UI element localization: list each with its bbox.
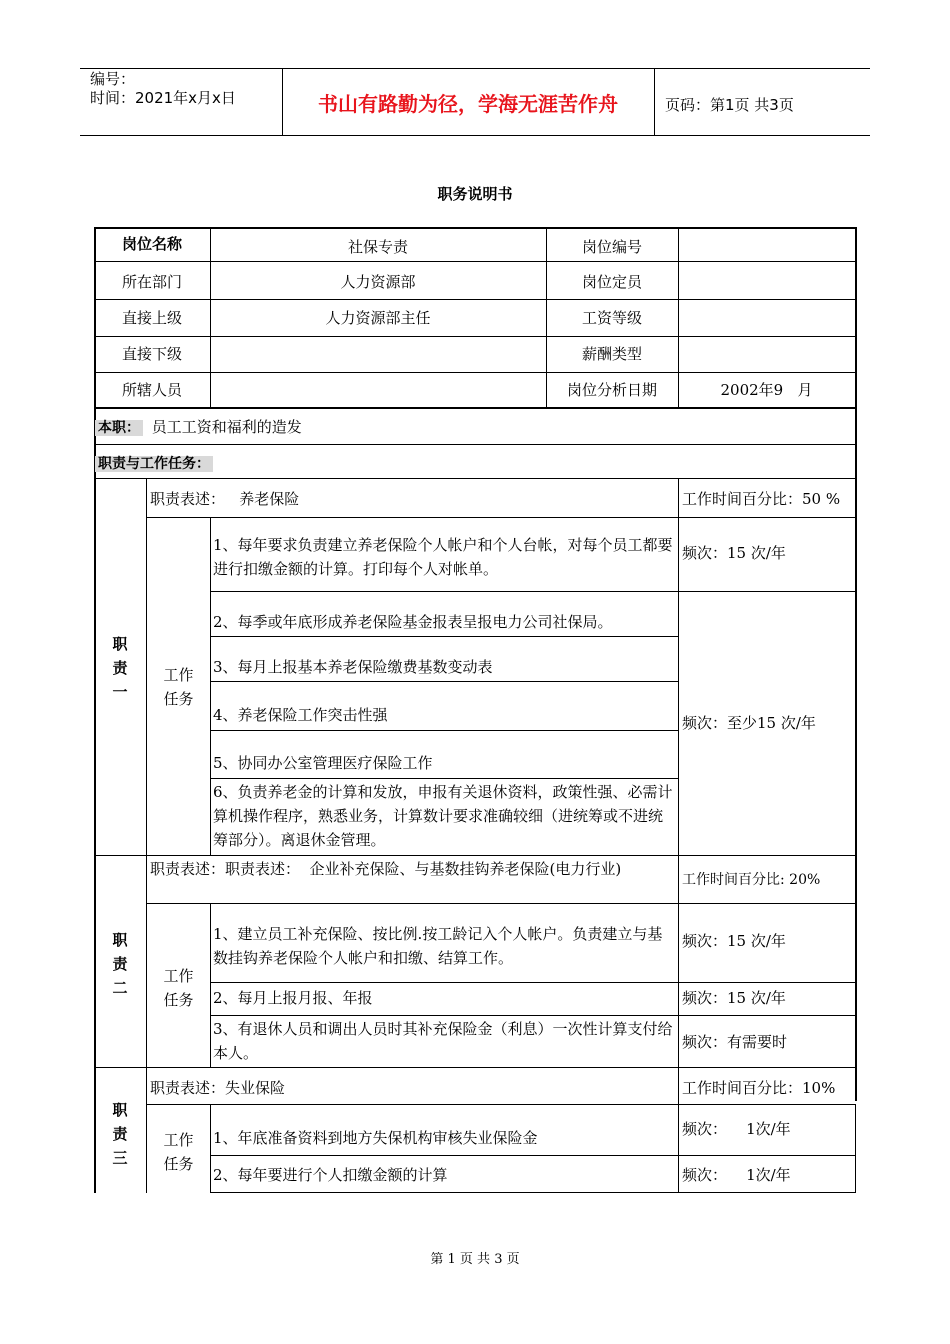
- table-rule: [94, 478, 856, 479]
- duty3-task-2: 2、每年要进行个人扣缴金额的计算: [213, 1166, 448, 1184]
- duties-section-row: [95, 451, 213, 476]
- page-footer: 第 1 页 共 3 页: [430, 1252, 520, 1267]
- subordinate-label: 直接下级: [121, 345, 182, 363]
- duty2-frequency-3: 频次：有需要时: [682, 1033, 788, 1051]
- duty1-frequency-2: 频次：至少15 次/年: [682, 714, 816, 732]
- post-name-label: 岗位名称: [121, 235, 182, 253]
- table-rule: [94, 336, 856, 337]
- grade-label: 工资等级: [581, 309, 642, 327]
- duty3-task-1: 1、年底准备资料到地方失保机构审核失业保险金: [213, 1129, 538, 1147]
- table-rule: [210, 1104, 211, 1193]
- core-duty-value: 员工工资和福利的造发: [151, 418, 302, 436]
- table-rule: [146, 1104, 856, 1105]
- core-duty-label: 本职：: [95, 420, 143, 436]
- table-rule: [210, 517, 211, 855]
- table-rule: [211, 1192, 856, 1193]
- table-rule: [211, 778, 678, 779]
- dept-label: 所在部门: [121, 273, 182, 291]
- table-rule: [94, 261, 856, 262]
- staffing-label: 岗位定员: [581, 273, 642, 291]
- superior-label: 直接上级: [121, 309, 182, 327]
- duty1-task-label: 工作 任务: [163, 666, 194, 708]
- duty1-label: 职 责 一: [112, 635, 128, 701]
- table-rule: [94, 227, 96, 1193]
- header-top-rule: [80, 68, 870, 69]
- table-rule: [210, 903, 211, 1067]
- table-rule: [94, 444, 856, 445]
- table-rule: [855, 227, 857, 1101]
- table-rule: [678, 855, 679, 1067]
- pay-type-label: 薪酬类型: [581, 345, 642, 363]
- table-rule: [146, 903, 856, 904]
- table-rule: [211, 1155, 856, 1156]
- analysis-date-value: 2002年9 月: [720, 381, 813, 399]
- document-number: 编号：: [90, 70, 136, 88]
- duty2-frequency-2: 频次：15 次/年: [682, 989, 786, 1007]
- duties-section-label: 职责与工作任务：: [95, 456, 213, 472]
- table-rule: [146, 517, 856, 518]
- duty2-task-2: 2、每月上报月报、年报: [213, 989, 373, 1007]
- analysis-date-label: 岗位分析日期: [566, 381, 657, 399]
- duty1-task-2: 2、每季或年底形成养老保险基金报表呈报电力公司社保局。: [213, 613, 613, 631]
- duty1-description: 职责表述： 养老保险: [150, 490, 300, 508]
- table-rule: [211, 982, 856, 983]
- post-name-value: 社保专责: [347, 238, 408, 256]
- table-rule: [94, 227, 856, 229]
- duty2-label: 职 责 二: [112, 931, 128, 997]
- header-motto: 书山有路勤为径，学海无涯苦作舟: [318, 92, 618, 116]
- duty3-time-percent: 工作时间百分比：10%: [682, 1079, 836, 1097]
- table-rule: [94, 407, 856, 409]
- duty1-task-3: 3、每月上报基本养老保险缴费基数变动表: [213, 658, 493, 676]
- duty1-task-6: 6、负责养老金的计算和发放，申报有关退休资料，政策性强、必需计算机操作程序，熟悉业务，计算数计要求准确较细（进统筹或不进统筹部分）。离退休金管理。: [213, 783, 673, 849]
- table-rule: [146, 478, 147, 1193]
- core-duty-row: [95, 415, 302, 440]
- duty3-frequency-2: 频次： 1次/年: [682, 1166, 791, 1184]
- table-rule: [211, 730, 678, 731]
- table-rule: [211, 636, 678, 637]
- header-bottom-rule: [80, 135, 870, 136]
- duty3-task-label: 工作 任务: [163, 1131, 194, 1173]
- document-date: 时间：2021年x月x日: [90, 89, 236, 107]
- header-divider: [654, 68, 655, 135]
- duty2-frequency-1: 频次：15 次/年: [682, 932, 786, 950]
- staff-label: 所辖人员: [121, 381, 182, 399]
- duty3-label: 职 责 三: [112, 1101, 128, 1167]
- duty2-task-1: 1、建立员工补充保险、按比例.按工龄记入个人帐户。负责建立与基数挂钩养老保险个人帐户和扣缴、结算工作。: [213, 925, 663, 967]
- duty3-frequency-1: 频次： 1次/年: [682, 1120, 791, 1138]
- duty2-description: 职责表述：职责表述： 企业补充保险、与基数挂钩养老保险(电力行业): [150, 860, 622, 878]
- dept-value: 人力资源部: [340, 273, 416, 291]
- table-rule: [211, 591, 856, 592]
- post-code-label: 岗位编号: [581, 238, 642, 256]
- duty3-description: 职责表述：失业保险: [150, 1079, 286, 1097]
- duty2-task-label: 工作 任务: [163, 967, 194, 1009]
- table-rule: [94, 855, 856, 856]
- superior-value: 人力资源部主任: [325, 309, 431, 327]
- duty2-time-percent: 工作时间百分比: 20%: [682, 872, 821, 888]
- table-rule: [94, 1067, 856, 1068]
- table-rule: [211, 1015, 856, 1016]
- duty1-time-percent: 工作时间百分比：50 %: [682, 490, 841, 508]
- table-rule: [678, 478, 679, 855]
- table-rule: [211, 681, 678, 682]
- header-meta: [90, 70, 236, 108]
- header-page-number: 页码：第1页 共3页: [665, 96, 794, 114]
- duty1-task-1: 1、每年要求负责建立养老保险个人帐户和个人台帐，对每个员工都要进行扣缴金额的计算。打印每个人对帐单。: [213, 536, 673, 578]
- table-rule: [94, 372, 856, 373]
- duty2-task-3: 3、有退休人员和调出人员时其补充保险金（利息）一次性计算支付给本人。: [213, 1020, 673, 1062]
- table-rule: [678, 1067, 679, 1193]
- page-title: 职务说明书: [437, 185, 513, 203]
- duty1-task-5: 5、协同办公室管理医疗保险工作: [213, 754, 433, 772]
- duty1-task-4: 4、养老保险工作突击性强: [213, 706, 388, 724]
- table-rule: [855, 1104, 856, 1193]
- table-rule: [94, 299, 856, 300]
- duty1-frequency-1: 频次：15 次/年: [682, 544, 786, 562]
